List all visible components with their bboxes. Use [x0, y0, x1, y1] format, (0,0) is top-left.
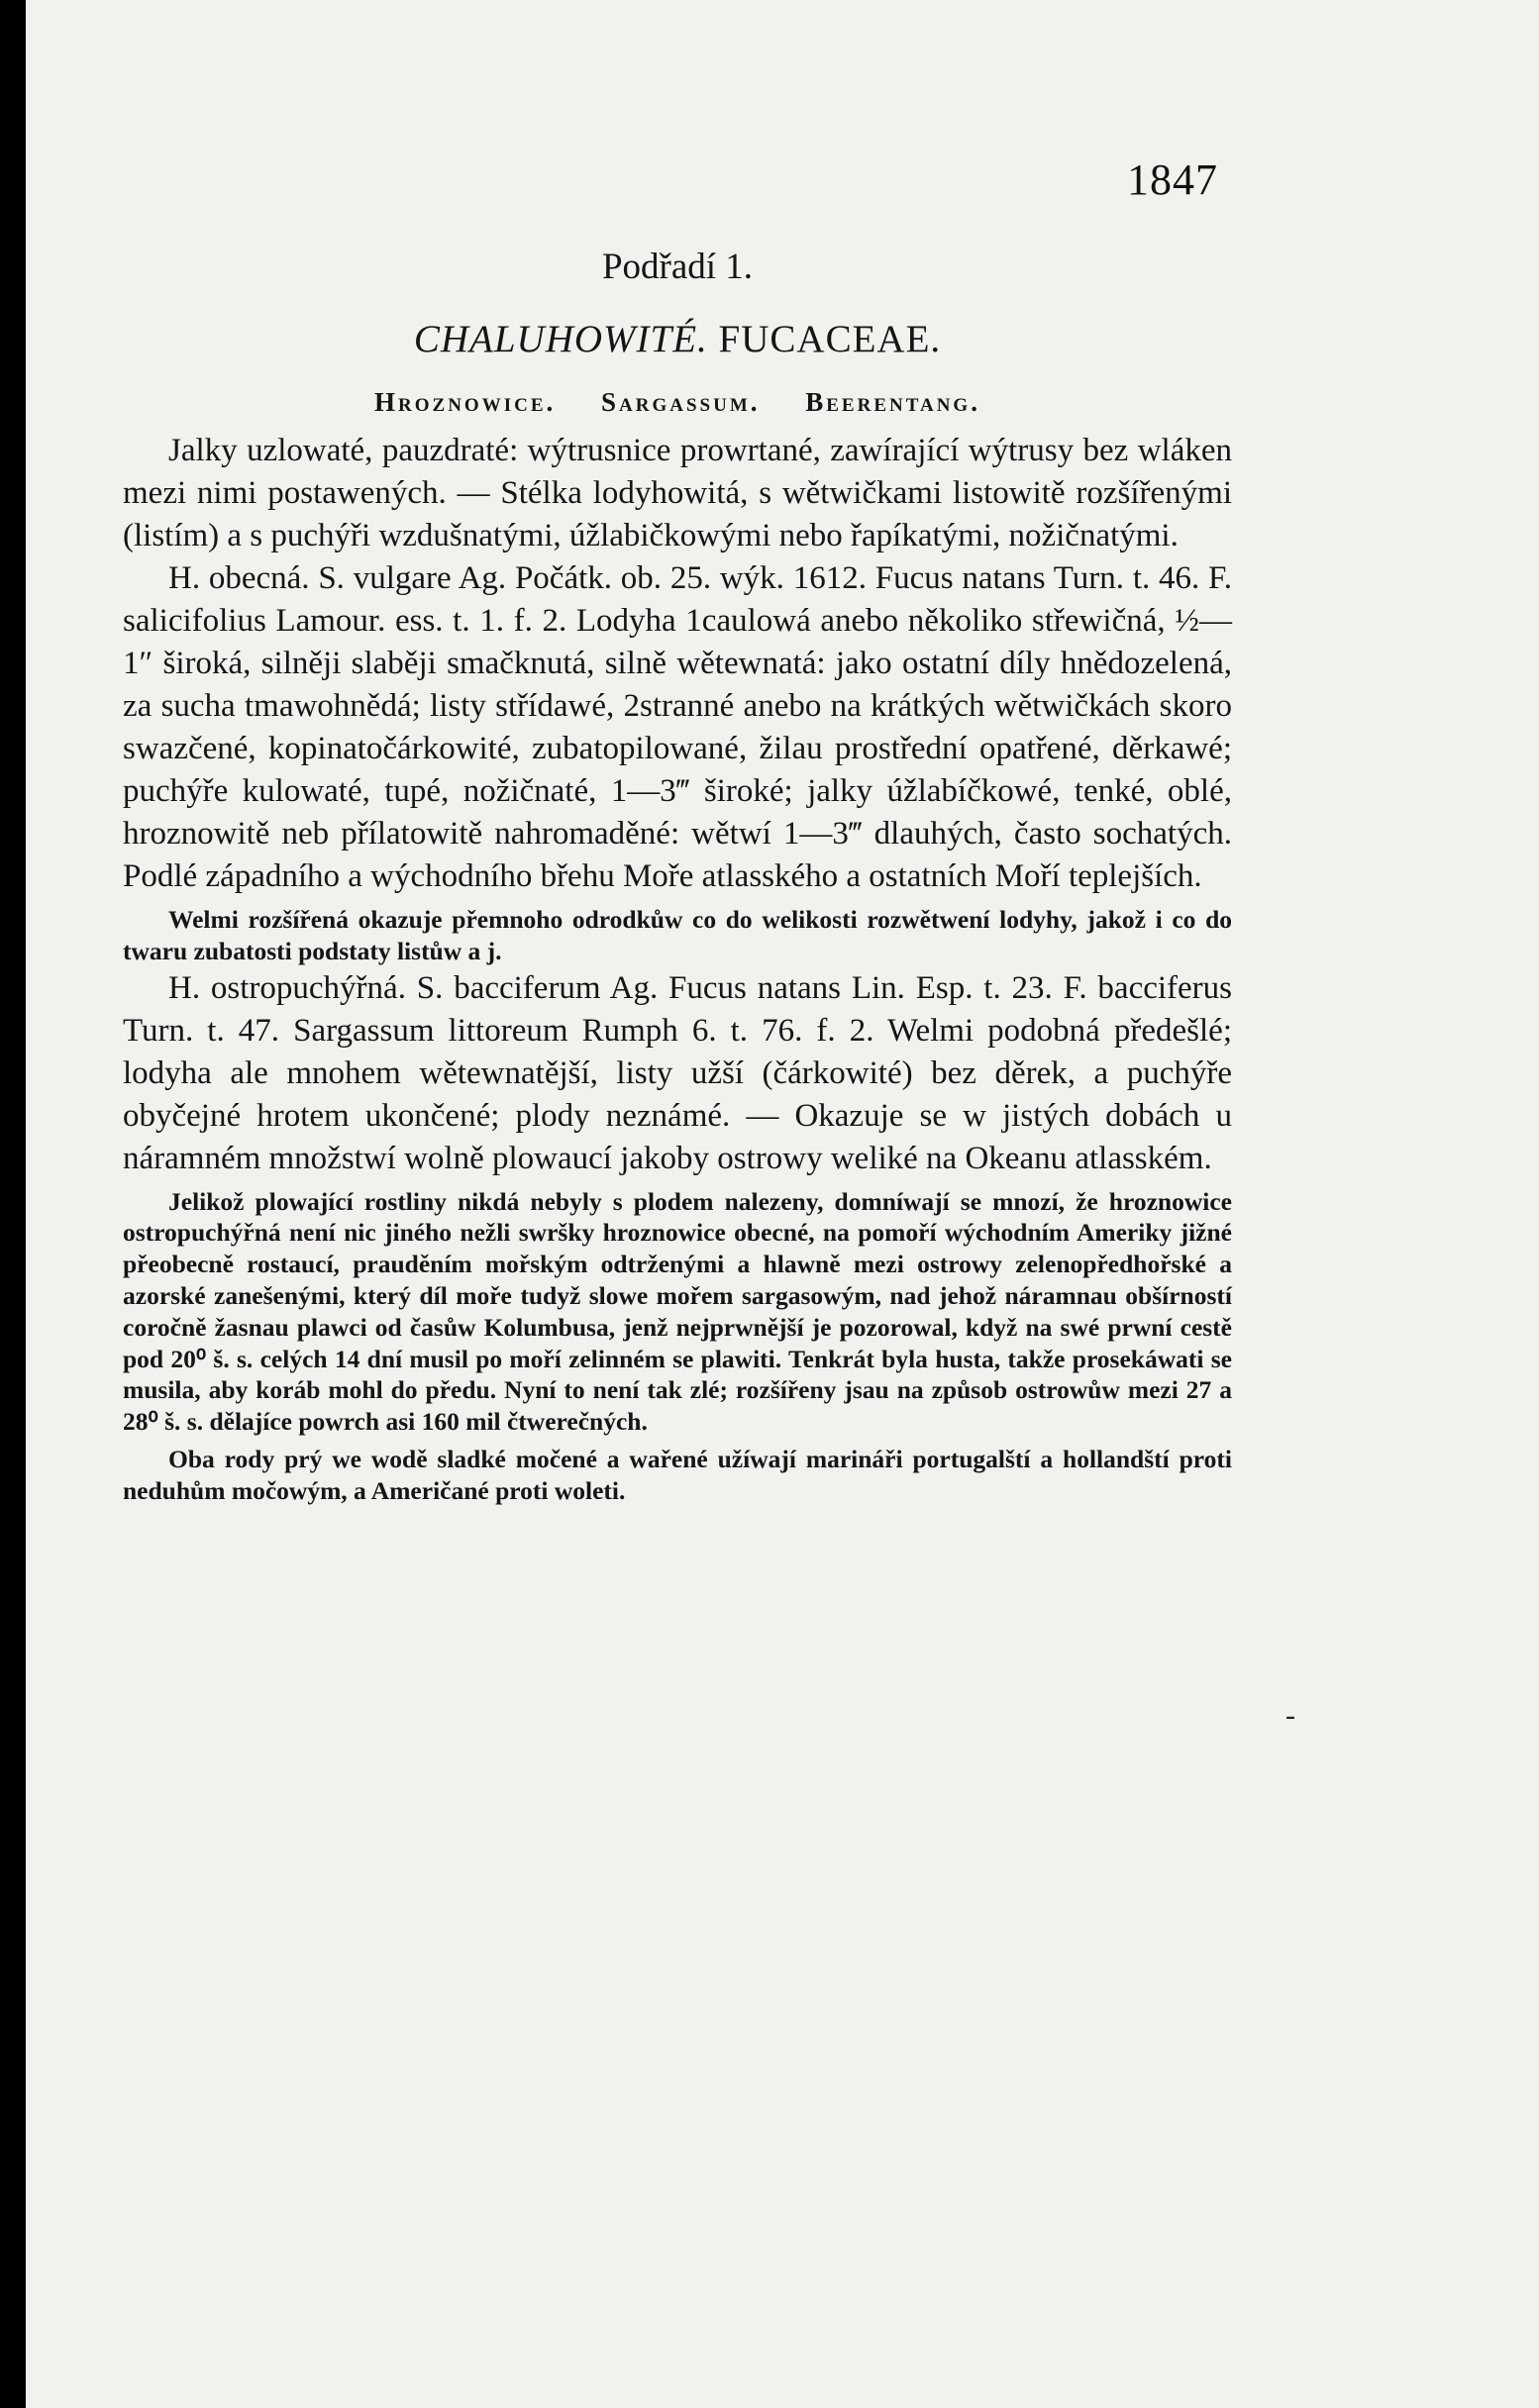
book-page	[26, 0, 1539, 2408]
genus-name-german: Beerentang.	[805, 387, 980, 417]
family-title	[123, 305, 1232, 374]
text-column	[123, 228, 1232, 1507]
note-medicinal-use: Oba rody prý we wodě sladké močené a wařené užíwají marináři portugalští a hollandští proti neduhům močowým, a Američané proti woleti.	[123, 1444, 1232, 1505]
genus-names	[123, 374, 1232, 430]
species-description-bacciferum: H. ostropuchýřná. S. bacciferum Ag. Fucus natans Lin. Esp. t. 23. F. bacciferus Turn. t. 47. Sargassum littoreum Rumph 6. t. 76. f. 2. Welmi podobná předešlé; lodyha ale mnohem wětewnatější, listy užší (čárkowité) bez děrek, a puchýře obyčejné hrotem ukončené; plody neznámé. — Okazuje se w jistých dobách u náramném množstwí wolně plowaucí jakoby ostrowy weliké na Okeanu atlasském.	[123, 969, 1232, 1176]
genus-description: Jalky uzlowaté, pauzdraté: wýtrusnice prowrtané, zawírající wýtrusy bez wláken mezi nimi postawených. — Stélka lodyhowitá, s wětwičkami listowitě rozšířenými (listím) a s puchýři wzdušnatými, úžlabičkowými nebo řapíkatými, nožičnatými.	[123, 433, 1232, 553]
margin-mark: -	[1285, 1699, 1295, 1732]
genus-name-latin: Sargassum.	[601, 387, 761, 417]
species-description-vulgare: H. obecná. S. vulgare Ag. Počátk. ob. 25. wýk. 1612. Fucus natans Turn. t. 46. F. salicifolius Lamour. ess. t. 1. f. 2. Lodyha 1caulowá anebo několiko střewičná, ½—1″ široká, silněji slaběji smačknutá, silně wětewnatá: jako ostatní díly hnědozelená, za sucha tmawohnědá; listy střídawé, 2stranné anebo na krátkých wětwičkách skoro swazčené, kopinatočárkowité, zubatopilowané, žilau prostřední opatřené, děrkawé; puchýře kulowaté, tupé, nožičnaté, 1—3‴ široké; jalky úžlabíčkowé, tenké, oblé, hroznowitě neb přílatowitě nahromaděné: wětwí 1—3‴ dlauhých, často sochatých. Podlé západního a wýchodního břehu Moře atlasského a ostatních Moří teplejších.	[123, 560, 1232, 894]
family-title-czech: CHALUHOWITÉ.	[413, 318, 708, 360]
suborder-heading: Podřadí 1.	[601, 247, 754, 287]
note-sargasso-sea: Jelikož plowající rostliny nikdá nebyly s plodem nalezeny, domníwají se mnozí, že hroznowice ostropuchýřná není nic jiného nežli swršky hroznowice obecné, na pomoří wýchodním Ameriky jižné přeobecně rostaucí, prauděním mořským odtrženými a hlawně mezi ostrowy zelenopředhořské a azorské zanešenými, který díl moře tudyž slowe mořem sargasowým, nad jehož náramnau obšírností coročně žasnau plawci od časůw Kolumbusa, jenž nejprwnější je pozorowal, když na swé prwní cestě pod 20⁰ š. s. celých 14 dní musil po moří zelinném se plawiti. Tenkrát byla husta, takže prosekáwati se musila, aby koráb mohl do předu. Nyní to není tak zlé; rozšířeny jsau na způsob ostrowůw mezi 27 a 28⁰ š. s. dělajíce powrch asi 160 mil čtwerečných.	[123, 1186, 1232, 1437]
family-title-latin: FUCACEAE.	[718, 318, 942, 360]
page-number: 1847	[1127, 155, 1218, 204]
note-variability: Welmi rozšířená okazuje přemnoho odrodkůw co do welikosti rozwětwení lodyhy, jakož i co do twaru zubatosti podstaty listůw a j.	[123, 905, 1232, 965]
genus-name-czech: Hroznowice.	[374, 387, 557, 417]
